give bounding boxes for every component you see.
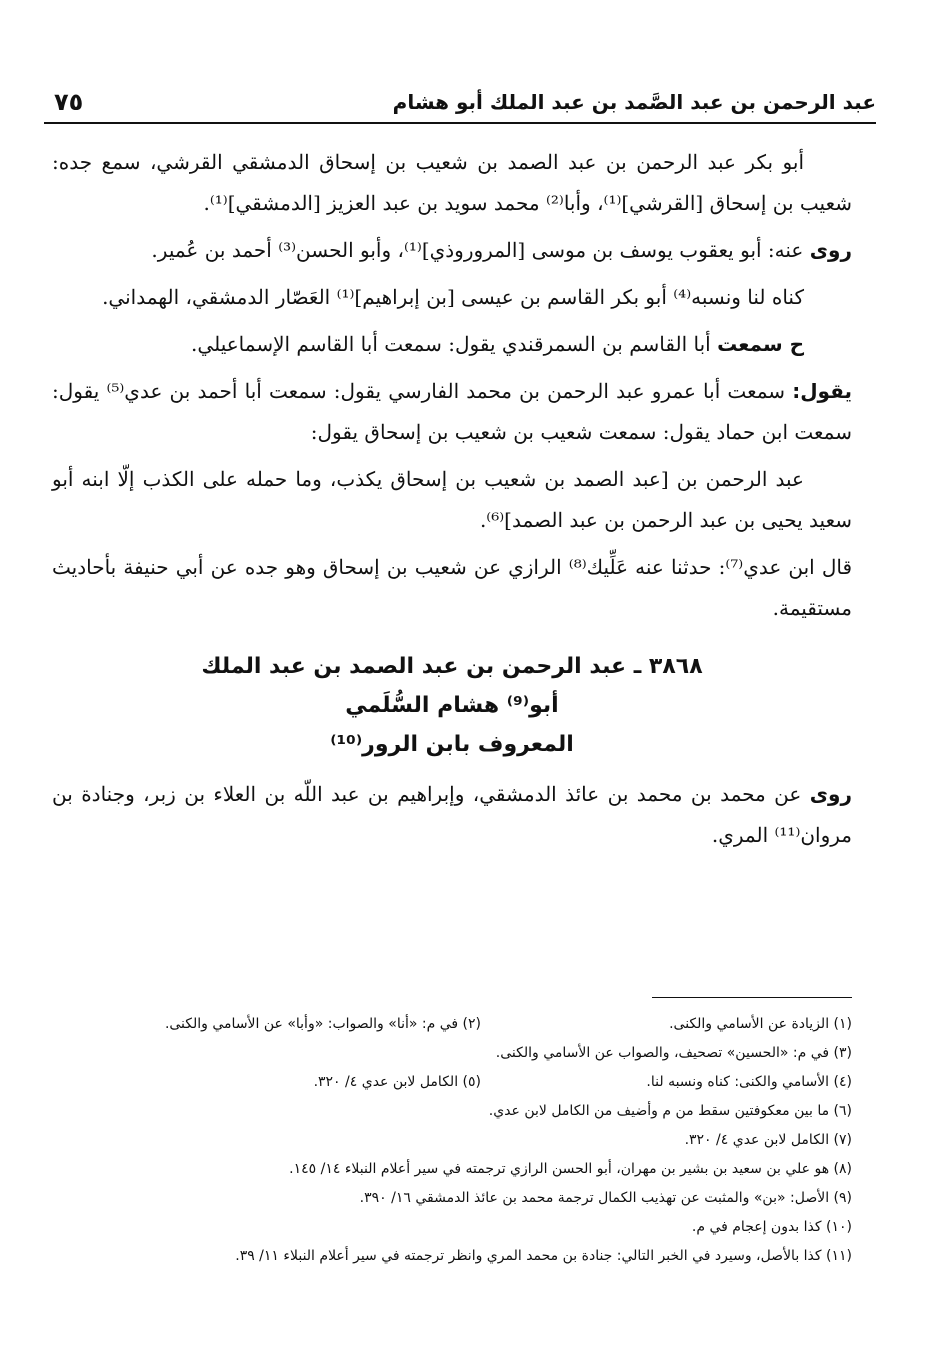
footnote-row (110, 1242, 852, 1271)
footnote-3: (٣) في م: «الحسين» تصحيف، والصواب عن الأسامي والكنى. (495, 1045, 852, 1061)
entry-title-line-1: ٣٨٦٨ ـ عبد الرحمن بن عبد الصمد بن عبد الملك (201, 654, 703, 679)
paragraph-3 (52, 277, 852, 318)
paragraph-lead: روى (809, 782, 852, 806)
header-rule (44, 122, 876, 124)
paragraph-5 (52, 371, 852, 453)
paragraph-text: عبد الرحمن بن [عبد الصمد بن شعيب بن إسحاق يكذب، وما حمله على الكذب إلّا ابنه أبو سعيد يحيى بن عبد الرحمن بن عبد الصمد]⁽⁶⁾. (52, 467, 852, 532)
paragraph-text: أبو بكر عبد الرحمن بن عبد الصمد بن شعيب بن إسحاق الدمشقي القرشي، سمع جده: شعيب بن إسحاق [القرشي]⁽¹⁾، وأبا⁽²⁾ محمد سويد بن عبد العزيز [الدمشقي]⁽¹⁾. (52, 150, 852, 215)
paragraph-lead: يقول: (792, 379, 852, 403)
entry-paragraph (52, 774, 852, 856)
footnote-6: (٦) ما بين معكوفتين سقط من م وأضيف من الكامل لابن عدي. (488, 1103, 852, 1119)
paragraph-text: قال ابن عدي⁽⁷⁾: حدثنا عنه عَلِّيك⁽⁸⁾ الرازي عن شعيب بن إسحاق وهو جده عن أبي حنيفة بأحاديث مستقيمة. (52, 555, 853, 620)
paragraph-2 (52, 230, 852, 271)
footnote-row (110, 1097, 852, 1126)
footnote-row (110, 1010, 852, 1039)
main-text (52, 142, 852, 862)
paragraph-text: أبا القاسم بن السمرقندي يقول: سمعت أبا القاسم الإسماعيلي. (191, 332, 718, 356)
footnote-1: (١) الزيادة عن الأسامي والكنى. (669, 1016, 852, 1032)
footnote-9: (٩) الأصل: «بن» والمثبت عن تهذيب الكمال ترجمة محمد بن عائذ الدمشقي ١٦/ ٣٩٠. (359, 1190, 852, 1206)
paragraph-text: كناه لنا ونسبه⁽⁴⁾ أبو بكر القاسم بن عيسى [بن إبراهيم]⁽¹⁾ العَصّار الدمشقي، الهمداني. (102, 285, 804, 309)
paragraph-lead: روى (809, 238, 852, 262)
footnote-row (110, 1039, 852, 1068)
paragraph-text: عنه: أبو يعقوب يوسف بن موسى [المروروذي]⁽¹⁾، وأبو الحسن⁽³⁾ أحمد بن عُمير. (151, 238, 810, 262)
footnote-row (110, 1184, 852, 1213)
footnote-11: (١١) كذا بالأصل، وسيرد في الخبر التالي: جنادة بن محمد المري وانظر ترجمته في سير أعلام النبلاء ١١/ ٣٩. (235, 1248, 852, 1264)
paragraph-1 (52, 142, 852, 224)
paragraph-text: عن محمد بن محمد بن عائذ الدمشقي، وإبراهيم بن عبد اللّه بن العلاء بن زبر، وجنادة بن مروان⁽¹¹⁾ المري. (52, 782, 852, 847)
footnote-row (110, 1068, 852, 1097)
page-number: ٧٥ (54, 88, 84, 116)
footnotes (110, 1010, 852, 1271)
paragraph-4 (52, 324, 852, 365)
footnote-4: (٤) الأسامي والكنى: كناه ونسبه لنا. (646, 1074, 852, 1090)
page-header (44, 84, 876, 124)
paragraph-6 (52, 459, 852, 541)
footnote-10: (١٠) كذا بدون إعجام في م. (691, 1219, 852, 1235)
entry-title-line-2: أبو⁽⁹⁾ هشام السُّلَمي (345, 693, 559, 718)
paragraph-text: سمعت أبا عمرو عبد الرحمن بن محمد الفارسي يقول: سمعت أبا أحمد بن عدي⁽⁵⁾ يقول: سمعت ابن حماد يقول: سمعت شعيب بن شعيب بن إسحاق يقول: (52, 379, 852, 444)
footnote-8: (٨) هو علي بن سعيد بن بشير بن مهران، أبو الحسن الرازي ترجمته في سير أعلام النبلاء ١٤/ ١٤٥. (289, 1161, 852, 1177)
footnote-row (110, 1126, 852, 1155)
footnote-rule (652, 997, 852, 998)
footnote-7: (٧) الكامل لابن عدي ٤/ ٣٢٠. (684, 1132, 852, 1148)
footnote-2: (٢) في م: «أنا» والصواب: «وأبا» عن الأسامي والكنى. (164, 1016, 481, 1032)
footnote-row (110, 1155, 852, 1184)
running-title: عبد الرحمن بن عبد الصَّمد بن عبد الملك أبو هشام (392, 90, 876, 114)
footnote-5: (٥) الكامل لابن عدي ٤/ ٣٢٠. (313, 1074, 481, 1090)
entry-title-line-3: المعروف بابن الرور⁽¹⁰⁾ (330, 732, 574, 757)
footnote-row (110, 1213, 852, 1242)
entry-heading (52, 647, 852, 764)
paragraph-lead: ح سمعت (717, 332, 804, 356)
paragraph-7 (52, 547, 852, 629)
